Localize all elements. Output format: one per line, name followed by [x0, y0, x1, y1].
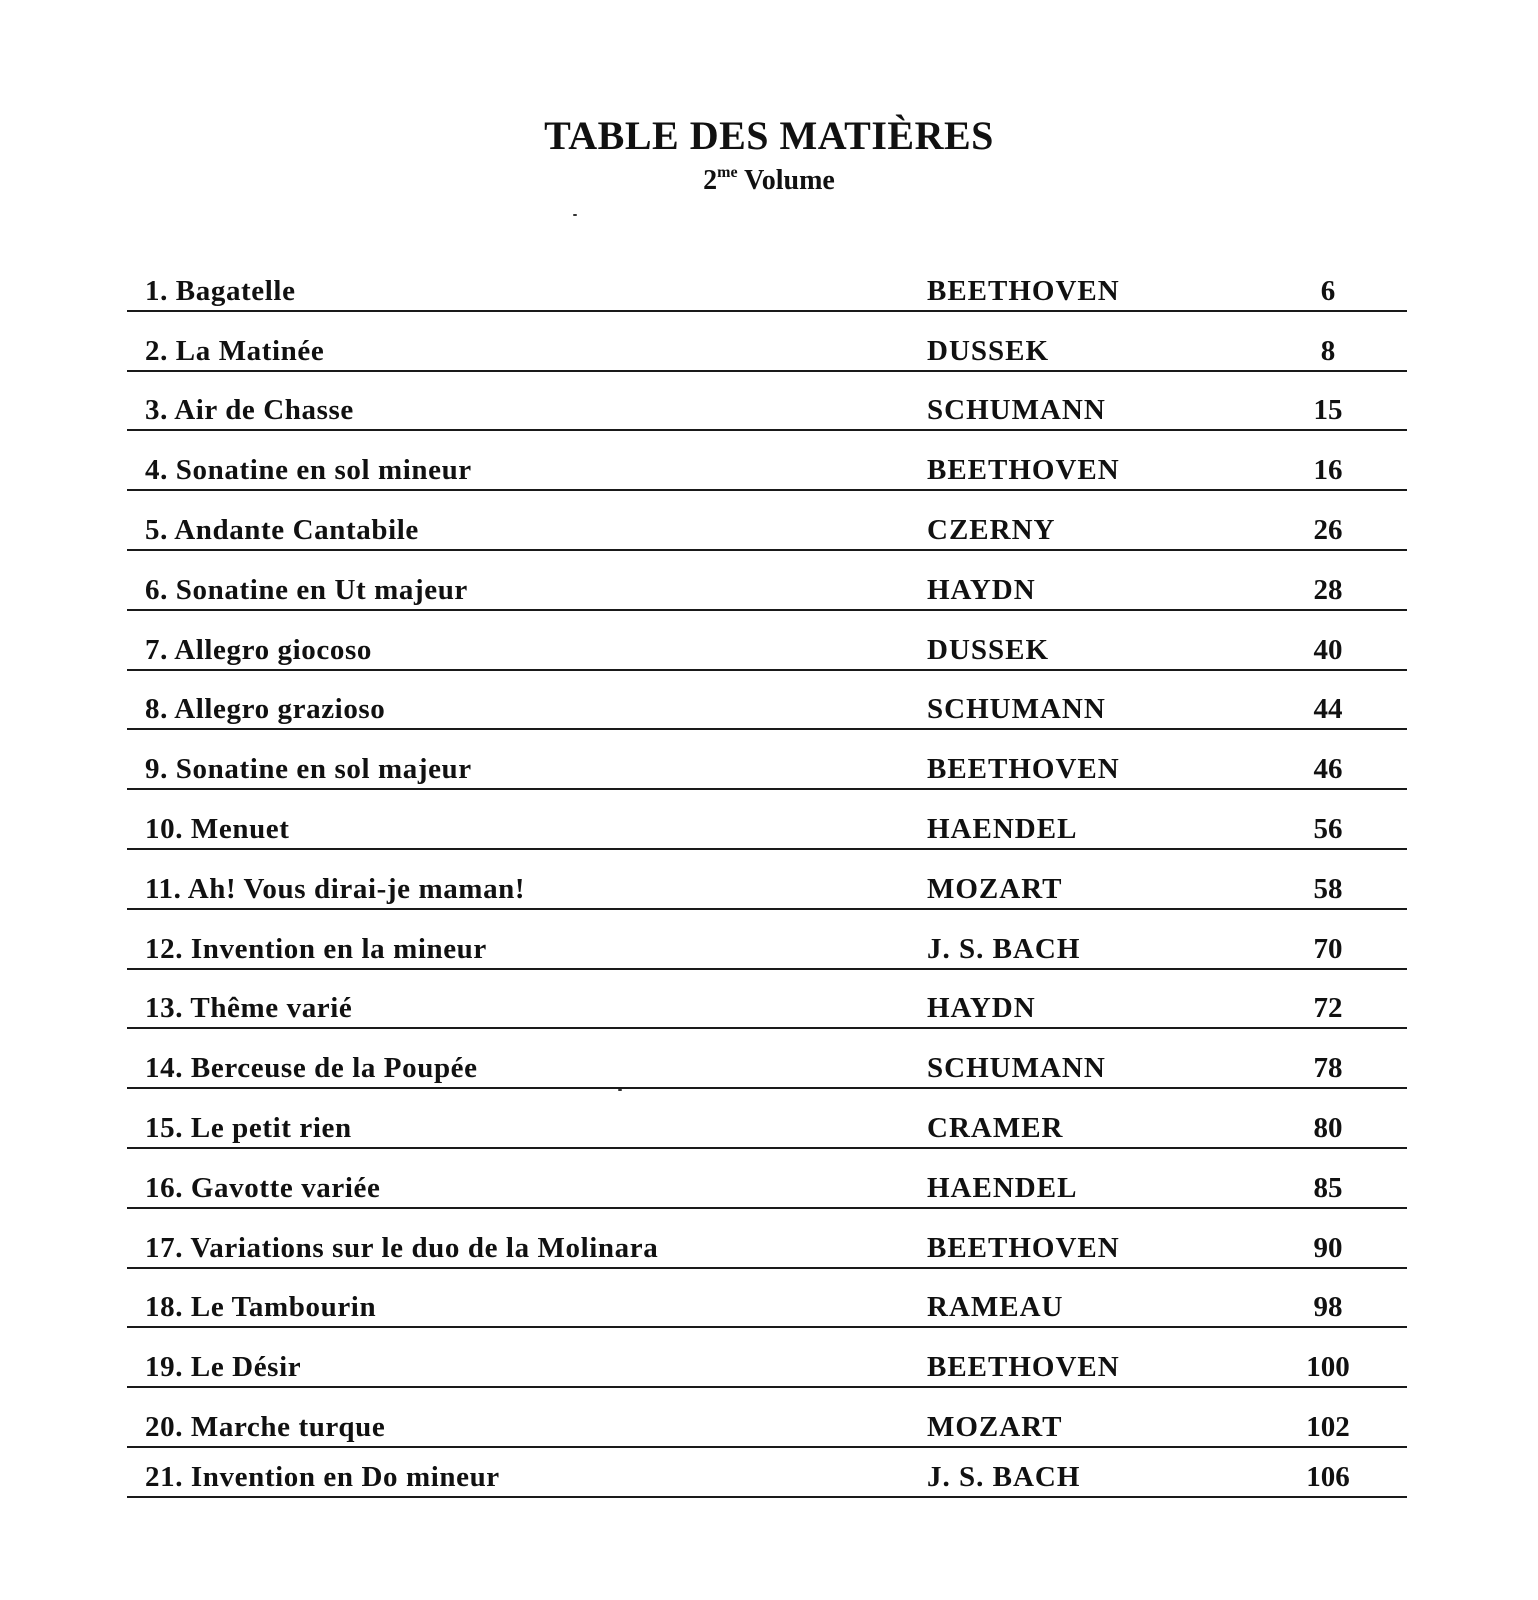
toc-row [127, 790, 1407, 850]
page-title: TABLE DES MATIÈRES [544, 113, 994, 158]
toc-row [127, 491, 1407, 551]
toc-row [127, 252, 1407, 312]
toc-entry-page: 28 [1313, 573, 1343, 606]
volume-number: 2 [703, 165, 718, 196]
toc-entry-title: 11. Ah! Vous dirai-je maman! [145, 872, 526, 905]
toc-entry-title: 15. Le petit rien [145, 1111, 352, 1144]
toc-entry-title: 8. Allegro grazioso [145, 693, 386, 726]
toc-entry-page: 72 [1313, 992, 1343, 1025]
toc-entry-composer: BEETHOVEN [927, 1231, 1120, 1264]
toc-row [127, 1029, 1407, 1089]
toc-row [127, 671, 1407, 731]
toc-entry-page: 8 [1320, 334, 1336, 367]
toc-entry-composer: HAYDN [927, 992, 1036, 1025]
toc-row [127, 1388, 1407, 1448]
toc-entry-page: 102 [1306, 1410, 1350, 1443]
toc-row [127, 312, 1407, 372]
toc-entry-title: 2. La Matinée [145, 334, 325, 367]
toc-entry-composer: J. S. BACH [927, 932, 1081, 965]
toc-entry-title: 12. Invention en la mineur [145, 932, 487, 965]
toc-entry-composer: BEETHOVEN [927, 753, 1120, 786]
toc-entry-title: 5. Andante Cantabile [145, 513, 419, 546]
toc-entry-page: 90 [1313, 1231, 1343, 1264]
toc-row [127, 551, 1407, 611]
toc-entry-page: 100 [1306, 1351, 1350, 1384]
toc-entry-title: 19. Le Désir [145, 1351, 302, 1384]
volume-subtitle [0, 165, 1538, 197]
toc-entry-title: 3. Air de Chasse [145, 394, 354, 427]
toc-row [127, 611, 1407, 671]
toc-row [127, 372, 1407, 432]
toc-entry-page: 70 [1313, 932, 1343, 965]
toc-entry-composer: MOZART [927, 872, 1063, 905]
toc-entry-page: 6 [1320, 274, 1336, 307]
toc-entry-composer: DUSSEK [927, 633, 1050, 666]
toc-entry-page: 85 [1313, 1171, 1343, 1204]
toc-entry-title: 4. Sonatine en sol mineur [145, 454, 472, 487]
toc-entry-title: 1. Bagatelle [145, 274, 296, 307]
toc-row [127, 431, 1407, 491]
toc-entry-page: 40 [1313, 633, 1343, 666]
toc-entry-composer: HAYDN [927, 573, 1036, 606]
table-of-contents [127, 252, 1407, 1498]
toc-entry-composer: SCHUMANN [927, 693, 1106, 726]
toc-entry-page: 78 [1313, 1052, 1343, 1085]
toc-entry-page: 15 [1313, 394, 1343, 427]
toc-entry-page: 58 [1313, 872, 1343, 905]
toc-entry-title: 9. Sonatine en sol majeur [145, 753, 472, 786]
toc-row [127, 1089, 1407, 1149]
toc-entry-composer: CZERNY [927, 513, 1056, 546]
toc-entry-page: 80 [1313, 1111, 1343, 1144]
toc-row [127, 1269, 1407, 1329]
toc-entry-title: 14. Berceuse de la Poupée [145, 1052, 478, 1085]
volume-label: Volume [744, 165, 835, 196]
toc-entry-page: 56 [1313, 812, 1343, 845]
toc-row [127, 970, 1407, 1030]
toc-row [127, 1149, 1407, 1209]
toc-entry-title: 21. Invention en Do mineur [145, 1460, 500, 1493]
toc-row [127, 850, 1407, 910]
toc-entry-title: 16. Gavotte variée [145, 1171, 381, 1204]
toc-entry-title: 20. Marche turque [145, 1410, 386, 1443]
toc-entry-page: 106 [1306, 1460, 1350, 1493]
toc-row [127, 730, 1407, 790]
toc-entry-composer: CRAMER [927, 1111, 1064, 1144]
toc-entry-title: 6. Sonatine en Ut majeur [145, 573, 468, 606]
toc-entry-page: 26 [1313, 513, 1343, 546]
toc-entry-title: 17. Variations sur le duo de la Molinara [145, 1231, 659, 1264]
toc-entry-title: 10. Menuet [145, 812, 290, 845]
toc-entry-composer: SCHUMANN [927, 394, 1106, 427]
toc-entry-composer: HAENDEL [927, 812, 1078, 845]
toc-entry-title: 7. Allegro giocoso [145, 633, 372, 666]
toc-entry-title: 13. Thême varié [145, 992, 353, 1025]
toc-entry-page: 98 [1313, 1291, 1343, 1324]
toc-entry-title: 18. Le Tambourin [145, 1291, 377, 1324]
toc-entry-composer: HAENDEL [927, 1171, 1078, 1204]
toc-entry-composer: RAMEAU [927, 1291, 1064, 1324]
toc-entry-page: 44 [1313, 693, 1343, 726]
toc-entry-composer: J. S. BACH [927, 1460, 1081, 1493]
toc-row [127, 1448, 1407, 1498]
toc-row [127, 1209, 1407, 1269]
toc-entry-composer: BEETHOVEN [927, 1351, 1120, 1384]
toc-entry-composer: MOZART [927, 1410, 1063, 1443]
toc-entry-page: 16 [1313, 454, 1343, 487]
toc-entry-composer: BEETHOVEN [927, 274, 1120, 307]
scan-speck [573, 214, 577, 216]
toc-entry-page: 46 [1313, 753, 1343, 786]
toc-entry-composer: BEETHOVEN [927, 454, 1120, 487]
toc-row [127, 910, 1407, 970]
toc-row [127, 1328, 1407, 1388]
toc-entry-composer: SCHUMANN [927, 1052, 1106, 1085]
toc-entry-composer: DUSSEK [927, 334, 1050, 367]
volume-suffix: me [717, 164, 738, 181]
